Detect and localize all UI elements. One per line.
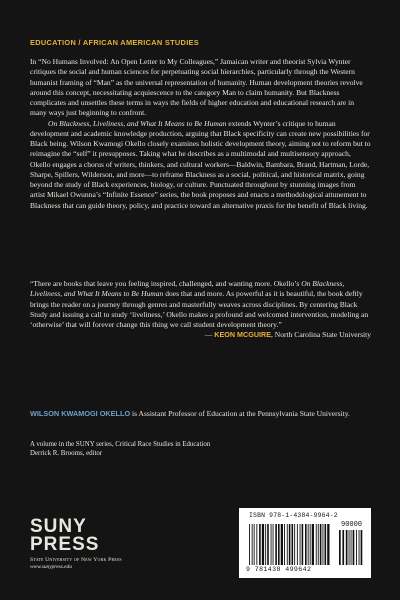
description-paragraph-2 [30, 119, 371, 211]
barcode-bar [308, 524, 309, 565]
series-editor: Derrick R. Brooms, editor [30, 450, 103, 457]
endorsement-quote [30, 279, 371, 341]
barcode-bar [294, 524, 295, 565]
isbn-text: ISBN 978-1-4384-9964-2 [249, 512, 338, 519]
barcode-bar [271, 524, 272, 565]
barcode-bar [361, 530, 363, 565]
endorser-name: KEON MCGUIRE [214, 330, 272, 340]
barcode-bar [256, 524, 257, 565]
barcode-bars [247, 522, 365, 566]
quote-attribution [30, 330, 371, 340]
publisher-name-line-1: SUNY [30, 516, 87, 537]
barcode-bar [323, 524, 324, 565]
author-bio-text: is Assistant Professor of Education at the Pennsylvania State University. [130, 409, 350, 418]
barcode-bar [281, 524, 283, 565]
barcode-bar [325, 524, 327, 565]
barcode-bar [267, 524, 269, 565]
author-name: WILSON KWAMOGI OKELLO [30, 409, 131, 418]
barcode-bar [353, 530, 355, 565]
barcode-bar [297, 524, 298, 565]
category-label: EDUCATION / AFRICAN AMERICAN STUDIES [30, 38, 200, 47]
barcode-bar [262, 524, 264, 565]
barcode-bar [318, 524, 319, 565]
barcode-bar [252, 524, 253, 565]
series-line-1: A volume in the SUNY series, Critical Race Studies in Education [30, 441, 211, 448]
barcode-bar [273, 524, 274, 565]
barcode-bar [359, 530, 360, 565]
attribution-dash: — [204, 330, 215, 340]
barcode-bar [342, 530, 344, 565]
barcode-bar [289, 524, 291, 565]
barcode-bar [249, 524, 250, 565]
publisher-name-line-2: PRESS [30, 534, 100, 555]
barcode-bar [287, 524, 288, 565]
barcode-block [239, 508, 371, 578]
quote-book-title: On Blackness, Liveliness, and What It Means to Be Human [30, 279, 345, 299]
barcode-bar [349, 530, 350, 565]
barcode-bar [339, 530, 341, 565]
barcode-bar [292, 524, 294, 565]
barcode-bar [275, 524, 277, 565]
barcode-bar [310, 524, 311, 565]
barcode-digits: 9 781438 499642 [246, 566, 312, 573]
series-note [30, 440, 290, 458]
publisher-logo [30, 518, 122, 570]
book-title-italic: On Blackness, Liveliness, and What It Means to Be Human [48, 118, 227, 128]
endorser-affiliation: , North Carolina State University [271, 330, 371, 340]
publisher-fullname: State University of New York Press [30, 557, 122, 563]
barcode-bar [302, 524, 304, 565]
description-paragraph-2-text: extends Wynter’s critique to human development and academic knowledge production, arguing that Black specificity can create new possibilities for Black being. Wilson Kwamogi Okello closely examines holistic development theory, aiming not to reform but to reimagine the “self” it presupposes. Taking what he describes as a multimodal and multisensory approach, Okello engages a chorus of writers, thinkers, and cultural workers—Baldwin, Bambara, Brand, Hartman, Lorde, Sharpe, Spillers, Wilderson, and more—to reframe Blackness as a social, political, and historical matrix, going beyond the study of Black experiences, biology, or culture. Punctuated throughout by stunning images from artist Mikael Owunna’s “Infinite Essence” series, the book proposes and enacts a methodological attunement to Blackness that can guide theory, policy, and practice toward an alternative praxis for the benefit of Black living. [30, 118, 371, 210]
barcode-bar [300, 524, 301, 565]
barcode-bar [305, 524, 307, 565]
quote-part-1: “There are books that leave you feeling inspired, challenged, and wanting more. Okello’s [30, 279, 302, 288]
barcode-bar [320, 524, 322, 565]
quote-part-2: does that and more. As powerful as it is beautiful, the book deftly brings the reader on a journey through genres and masterfully weaves across disciplines. By centering Black Study and issuing a call to study ‘liveliness,’ Okello makes a profound and welcomed intervention, modeling an ‘otherwise’ that will forever change this thing we call student development theory.” [30, 289, 369, 329]
barcode-bar [327, 524, 329, 565]
barcode-bar [356, 530, 357, 565]
barcode-bar [265, 524, 266, 565]
price-code: 90000 [341, 521, 363, 529]
book-description [30, 57, 371, 211]
barcode-bar [346, 530, 348, 565]
author-bio [30, 409, 371, 419]
barcode-bar [312, 524, 314, 565]
barcode-bar [278, 524, 280, 565]
barcode-bar [316, 524, 317, 565]
barcode-bar [254, 524, 255, 565]
barcode-bar [259, 524, 261, 565]
publisher-website: www.sunypress.edu [30, 564, 72, 570]
barcode-bar [351, 530, 352, 565]
barcode-bar [284, 524, 285, 565]
description-paragraph-1: In “No Humans Involved: An Open Letter to My Colleagues,” Jamaican writer and theorist Sylvia Wynter critiques the social and human sciences for perpetuating social hierarchies, particularly through the Western humanist framing of “Man” as the universal representation of humanity. Human development theories revolve around this concept, necessitating acquiescence to the category Man to claim humanity. But Blackness complicates and unsettles these terms in ways the fields of higher education and educational research are in many ways just beginning to confront. [30, 57, 363, 118]
